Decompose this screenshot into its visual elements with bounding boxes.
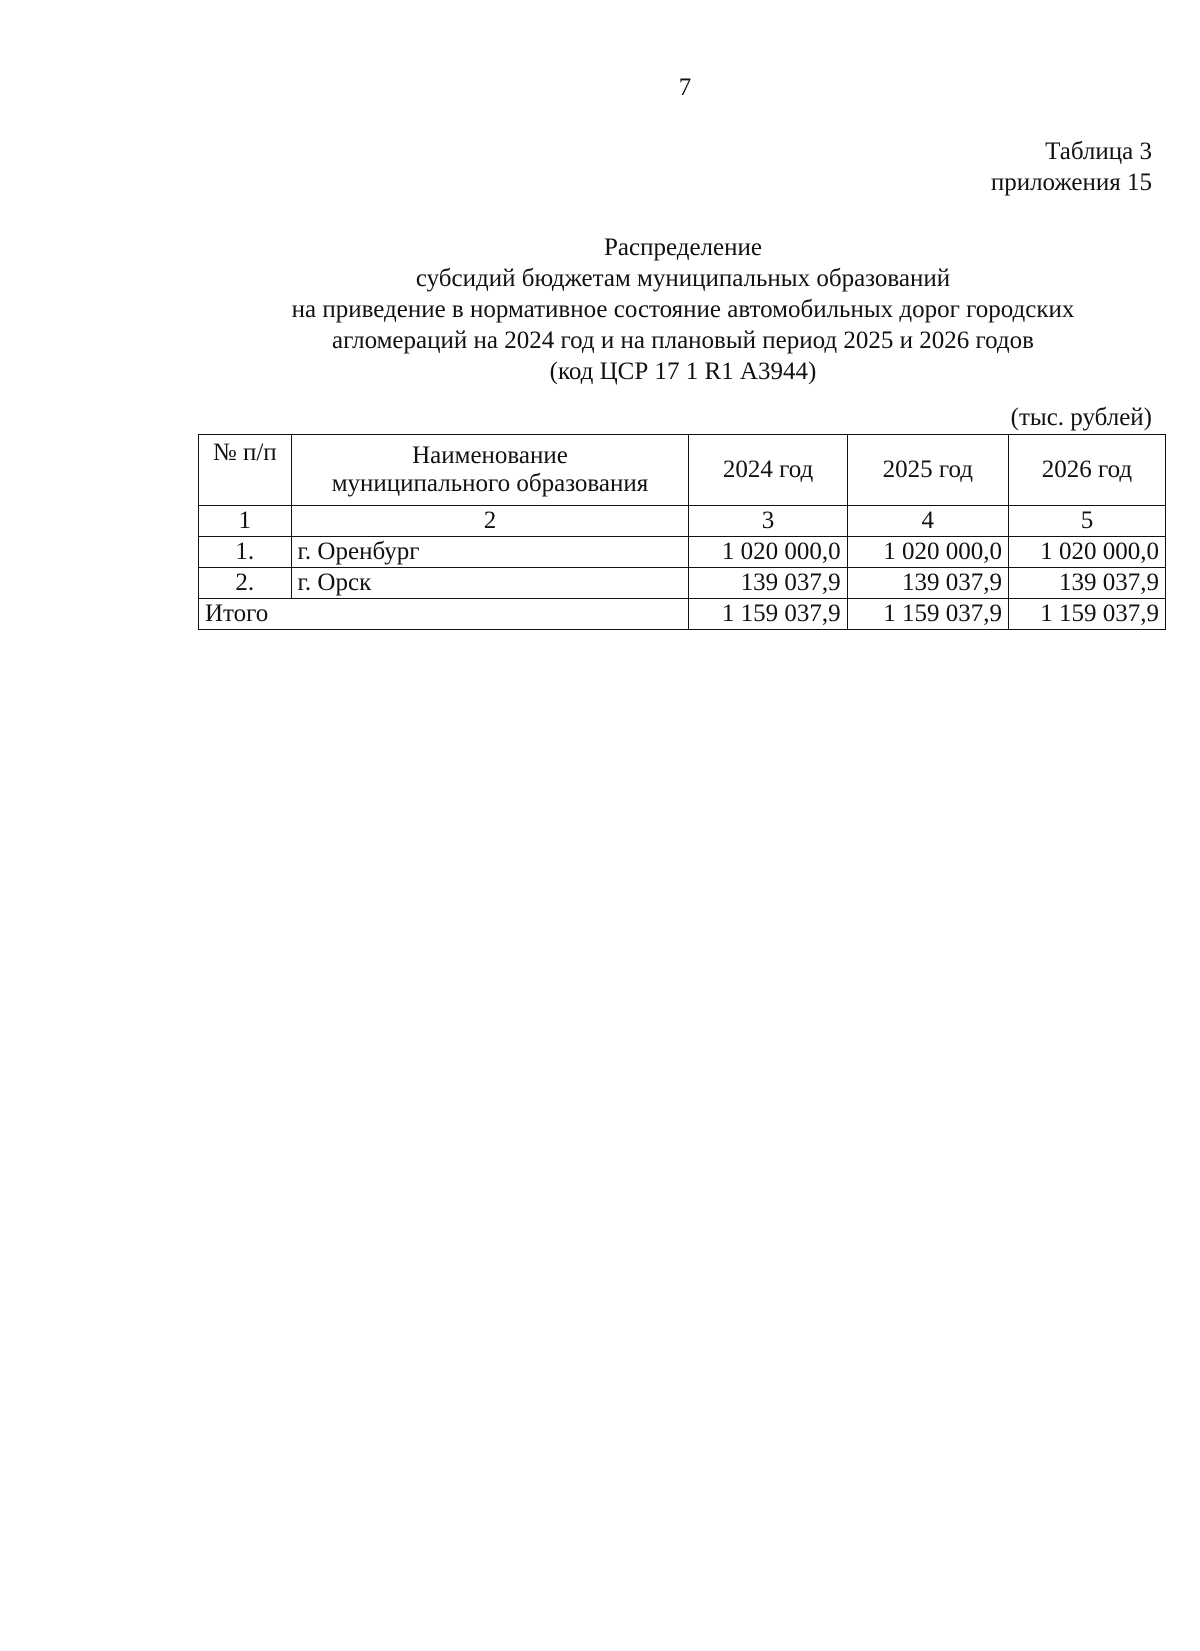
total-2024: 1 159 037,9	[689, 599, 847, 630]
column-index: 2	[291, 506, 689, 537]
header-year-2024: 2024 год	[689, 435, 847, 506]
table-row	[199, 568, 1166, 599]
column-index: 3	[689, 506, 847, 537]
total-row	[199, 599, 1166, 630]
table-reference-line: Таблица 3	[1045, 138, 1152, 165]
column-index: 1	[199, 506, 292, 537]
table-row	[199, 537, 1166, 568]
total-2025: 1 159 037,9	[847, 599, 1008, 630]
row-number: 2.	[199, 568, 292, 599]
amount-2026: 139 037,9	[1008, 568, 1165, 599]
table-header-row	[199, 435, 1166, 506]
column-index-row	[199, 506, 1166, 537]
municipality-name: г. Оренбург	[291, 537, 689, 568]
amount-2026: 1 020 000,0	[1008, 537, 1165, 568]
column-index: 4	[847, 506, 1008, 537]
table-reference-line: приложения 15	[990, 169, 1152, 196]
title-line: на приведение в нормативное состояние автомобильных дорог городских	[291, 296, 1075, 323]
header-municipality-line: муниципального образования	[331, 470, 649, 497]
total-label: Итого	[199, 599, 689, 630]
document-title	[200, 232, 1166, 387]
header-municipality-line: Наименование	[412, 442, 568, 469]
title-line: агломераций на 2024 год и на плановый период 2025 и 2026 годов	[332, 327, 1034, 354]
amount-2025: 139 037,9	[847, 568, 1008, 599]
table-reference	[991, 136, 1152, 198]
row-number: 1.	[199, 537, 292, 568]
title-line: (код ЦСР 17 1 R1 А3944)	[549, 358, 817, 385]
total-2026: 1 159 037,9	[1008, 599, 1165, 630]
title-line: Распределение	[604, 234, 762, 261]
municipality-name: г. Орск	[291, 568, 689, 599]
amount-2025: 1 020 000,0	[847, 537, 1008, 568]
header-year-2026: 2026 год	[1008, 435, 1165, 506]
subsidy-distribution-table	[198, 434, 1166, 630]
header-year-2025: 2025 год	[847, 435, 1008, 506]
title-line: субсидий бюджетам муниципальных образований	[415, 265, 951, 292]
column-index: 5	[1008, 506, 1165, 537]
header-municipality	[291, 435, 689, 506]
amount-2024: 1 020 000,0	[689, 537, 847, 568]
header-number: № п/п	[199, 435, 292, 506]
units-note: (тыс. рублей)	[1010, 404, 1152, 431]
amount-2024: 139 037,9	[689, 568, 847, 599]
page-number: 7	[678, 74, 692, 101]
